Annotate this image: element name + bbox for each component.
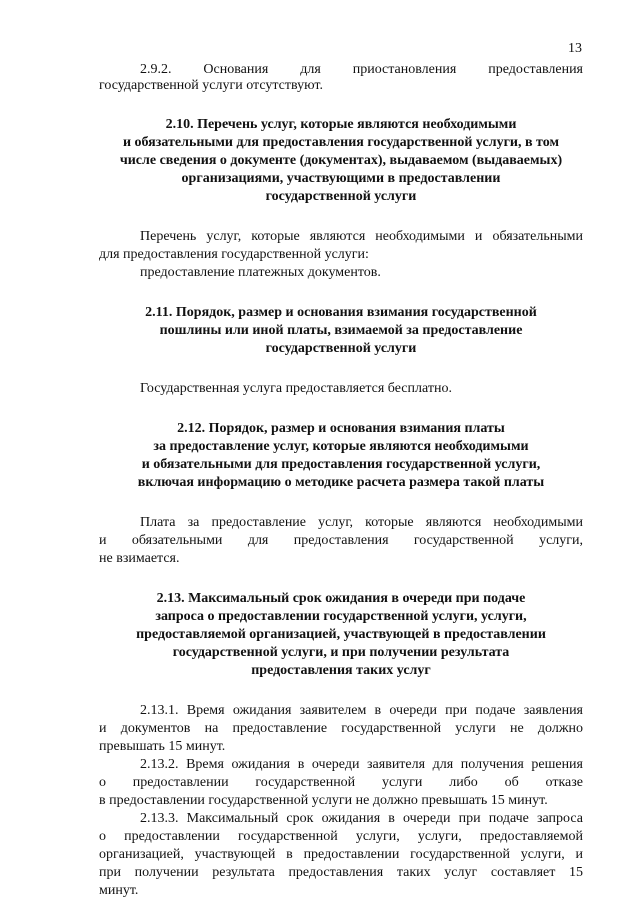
section-heading-2-10 (99, 116, 583, 206)
paragraph-2-13-1 (99, 702, 583, 756)
paragraph-line: при получении результата предоставления таких услуг составляет 15 (99, 865, 583, 880)
heading-line: государственной услуги (265, 341, 417, 356)
paragraph-line: организацией, участвующей в предоставлении государственной услуги, и (99, 847, 583, 862)
heading-line: и обязательными для предоставления государственной услуги, в том (122, 135, 560, 150)
heading-line: организациями, участвующими в предоставлении (181, 171, 501, 186)
heading-line: 2.12. Порядок, размер и основания взимания платы (177, 421, 505, 436)
paragraph-line: Государственная услуга предоставляется бесплатно. (140, 381, 452, 396)
paragraph-line: и документов на предоставление государственной услуги не должно (99, 721, 583, 736)
paragraph-line: 2.13.3. Максимальный срок ожидания в очереди при подаче запроса (140, 811, 583, 826)
paragraph-line: государственной услуги отсутствуют. (99, 78, 323, 93)
paragraph-2-13-3 (99, 810, 583, 900)
paragraph-line: для предоставления государственной услуги: (99, 247, 369, 262)
heading-line: и обязательными для предоставления государственной услуги, (141, 457, 541, 472)
paragraph-line: о предоставлении государственной услуги либо об отказе (99, 775, 583, 790)
section-heading-2-11 (99, 304, 583, 358)
paragraph-line: Плата за предоставление услуг, которые являются необходимыми (140, 515, 583, 530)
paragraph-2-13-2 (99, 756, 583, 810)
paragraph-2-9-2 (99, 62, 583, 94)
heading-line: 2.11. Порядок, размер и основания взимания государственной (145, 305, 537, 320)
heading-line: предоставления таких услуг (251, 663, 431, 678)
heading-line: предоставляемой организацией, участвующей в предоставлении (136, 627, 546, 642)
section-heading-2-13 (99, 590, 583, 680)
paragraph-line: в предоставлении государственной услуги не должно превышать 15 минут. (99, 793, 548, 808)
paragraph-line: 2.13.2. Время ожидания в очереди заявителя для получения решения (140, 757, 583, 772)
heading-line: пошлины или иной платы, взимаемой за предоставление (159, 323, 523, 338)
heading-line: 2.10. Перечень услуг, которые являются необходимыми (165, 117, 517, 132)
heading-line: числе сведения о документе (документах), выдаваемом (выдаваемых) (119, 153, 563, 168)
paragraph-line: Перечень услуг, которые являются необходимыми и обязательными (140, 229, 583, 244)
heading-line: государственной услуги (265, 189, 417, 204)
page-number: 13 (568, 41, 582, 56)
document-body (99, 62, 583, 900)
heading-line: запроса о предоставлении государственной услуги, услуги, (155, 609, 527, 624)
paragraph-line: не взимается. (99, 551, 180, 566)
paragraph-2-10-list-intro (99, 228, 583, 282)
paragraph-line: минут. (99, 883, 139, 898)
paragraph-line: превышать 15 минут. (99, 739, 226, 754)
paragraph-2-11 (99, 380, 583, 398)
heading-line: за предоставление услуг, которые являются необходимыми (153, 439, 529, 454)
paragraph-line: 2.9.2. Основания для приостановления предоставления (140, 62, 583, 77)
paragraph-line: предоставление платежных документов. (140, 265, 381, 280)
paragraph-line: и обязательными для предоставления государственной услуги, (99, 533, 583, 548)
paragraph-2-12 (99, 514, 583, 568)
heading-line: включая информацию о методике расчета размера такой платы (137, 475, 545, 490)
heading-line: государственной услуги, и при получении результата (172, 645, 510, 660)
heading-line: 2.13. Максимальный срок ожидания в очереди при подаче (156, 591, 526, 606)
paragraph-line: о предоставлении государственной услуги, услуги, предоставляемой (99, 829, 583, 844)
paragraph-line: 2.13.1. Время ожидания заявителем в очереди при подаче заявления (140, 703, 583, 718)
section-heading-2-12 (99, 420, 583, 492)
